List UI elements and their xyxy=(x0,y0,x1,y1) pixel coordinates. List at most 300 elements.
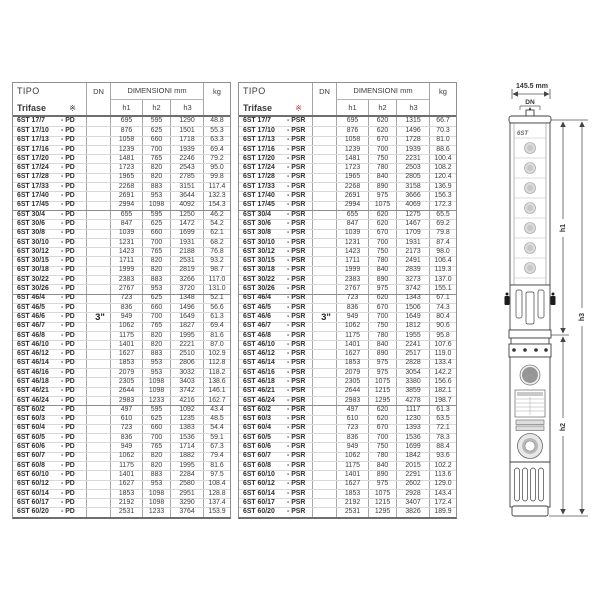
dn-cell xyxy=(87,490,111,498)
h2-value: 670 xyxy=(369,304,397,312)
h3-value: 2246 xyxy=(171,155,204,163)
dn-value: 3" xyxy=(321,312,331,323)
pump-type-cell: 6ST 17/33 - PD xyxy=(13,183,87,191)
h3-value: 2785 xyxy=(171,174,204,182)
h2-value: 890 xyxy=(369,276,397,284)
tipo-label: TIPO xyxy=(17,86,40,96)
h1-value: 1062 xyxy=(111,323,143,331)
table-row xyxy=(13,433,230,442)
kg-value: 93.2 xyxy=(210,257,224,265)
h1-value: 1481 xyxy=(111,155,143,163)
h3-value: 1536 xyxy=(397,434,430,442)
pump-type-cell: 6ST 30/26 - PSR xyxy=(239,285,313,293)
reference-mark-icon: ※ xyxy=(69,104,76,113)
dn-cell xyxy=(313,416,337,424)
h2-value: 1098 xyxy=(143,490,171,498)
h2-value: 750 xyxy=(369,248,397,256)
kg-value: 162.7 xyxy=(208,396,226,404)
table-row xyxy=(239,489,456,498)
pump-type-cell: 6ST 60/2 - PSR xyxy=(239,406,313,414)
table-row xyxy=(13,256,230,265)
dn-cell xyxy=(313,285,337,293)
dn-cell xyxy=(87,164,111,172)
kg-value: 76.8 xyxy=(210,247,224,255)
table-row xyxy=(239,126,456,135)
kg-value: 52.1 xyxy=(210,294,224,302)
dn-cell xyxy=(313,397,337,405)
h3-value: 1699 xyxy=(171,230,204,238)
spec-table-trifase-psr xyxy=(238,82,457,519)
h3-value: 1117 xyxy=(397,406,430,414)
h3-value: 1467 xyxy=(397,220,430,228)
h2-value: 620 xyxy=(369,220,397,228)
pump-type-cell: 6ST 30/10 - PSR xyxy=(239,239,313,247)
kg-value: 81.6 xyxy=(210,331,224,339)
header-type-column xyxy=(239,83,313,115)
dn-cell xyxy=(313,192,337,200)
h1-value: 655 xyxy=(337,211,369,219)
h3-value: 1343 xyxy=(397,295,430,303)
dn-cell xyxy=(313,304,337,312)
h1-value: 1723 xyxy=(111,164,143,172)
h1-value: 2691 xyxy=(337,192,369,200)
kg-value: 100.4 xyxy=(434,154,452,162)
motor-nameplate xyxy=(515,390,545,431)
kg-value: 108.4 xyxy=(208,480,226,488)
table-row xyxy=(239,163,456,172)
table-row xyxy=(239,424,456,433)
table-row xyxy=(13,461,230,470)
h1-value: 1711 xyxy=(337,257,369,265)
dn-cell xyxy=(313,174,337,182)
h1-value: 1062 xyxy=(111,453,143,461)
dn-cell xyxy=(87,304,111,312)
h3-value: 1995 xyxy=(171,332,204,340)
dn-cell xyxy=(87,341,111,349)
h1-value: 2531 xyxy=(111,508,143,516)
h3-value: 3032 xyxy=(171,369,204,377)
h3-value: 2173 xyxy=(397,248,430,256)
h3-value: 1939 xyxy=(397,146,430,154)
table-row xyxy=(239,322,456,331)
h3-value: 2284 xyxy=(171,471,204,479)
width-dimension-label: 145.5 mm xyxy=(516,83,548,90)
kg-value: 72.1 xyxy=(436,424,450,432)
table-row xyxy=(239,498,456,507)
h3-value: 3158 xyxy=(397,183,430,191)
h1-value: 2383 xyxy=(337,276,369,284)
pump-type-cell: 6ST 30/4 - PSR xyxy=(239,211,313,219)
pump-type-cell: 6ST 46/14 - PD xyxy=(13,360,87,368)
h2-value: 975 xyxy=(369,369,397,377)
spec-tables xyxy=(12,82,457,519)
kg-value: 137.4 xyxy=(208,498,226,506)
h3-value: 2806 xyxy=(171,360,204,368)
kg-value: 107.6 xyxy=(434,340,452,348)
h2-value: 1215 xyxy=(369,499,397,507)
table-row xyxy=(13,117,230,126)
h2-value: 620 xyxy=(369,127,397,135)
kg-value: 156.6 xyxy=(434,378,452,385)
h3-value: 2517 xyxy=(397,350,430,358)
kg-value: 155.1 xyxy=(434,285,452,293)
table-row xyxy=(13,182,230,191)
table-row xyxy=(239,136,456,145)
table-row xyxy=(13,173,230,182)
h2-value: 780 xyxy=(369,164,397,172)
kg-value: 93.6 xyxy=(436,452,450,460)
kg-value: 79.4 xyxy=(210,452,224,460)
h1-value: 1627 xyxy=(111,481,143,489)
table-row xyxy=(13,229,230,238)
h2-value: 625 xyxy=(143,220,171,228)
table-row xyxy=(239,210,456,219)
table-row xyxy=(13,498,230,507)
pump-type-cell: 6ST 30/6 - PSR xyxy=(239,220,313,228)
table-row xyxy=(13,442,230,451)
table-row xyxy=(239,182,456,191)
pump-type-cell: 6ST 30/6 - PD xyxy=(13,220,87,228)
h3-value: 3666 xyxy=(397,192,430,200)
pump-type-cell: 6ST 46/7 - PD xyxy=(13,323,87,331)
dn-cell xyxy=(87,295,111,303)
h1-value: 1401 xyxy=(337,471,369,479)
table-row xyxy=(239,145,456,154)
h3-value: 1230 xyxy=(397,416,430,424)
pump-type-cell: 6ST 46/5 - PD xyxy=(13,304,87,312)
h2-value: 750 xyxy=(369,155,397,163)
dn-cell xyxy=(87,285,111,293)
h3-dimension-label: h3 xyxy=(579,312,586,322)
pump-type-cell: 6ST 46/6 - PD xyxy=(13,313,87,321)
dn-cell xyxy=(87,117,111,126)
h2-value: 820 xyxy=(143,267,171,275)
h1-value: 2767 xyxy=(111,285,143,293)
table-row xyxy=(239,154,456,163)
h2-value: 765 xyxy=(143,155,171,163)
table-row xyxy=(239,201,456,210)
pump-model-label: 6ST xyxy=(517,131,529,137)
h2-value: 765 xyxy=(143,248,171,256)
table-row xyxy=(239,480,456,489)
dn-cell xyxy=(87,239,111,247)
tipo-label: TIPO xyxy=(243,86,266,96)
kg-value: 69.4 xyxy=(210,322,224,330)
h2-value: 975 xyxy=(369,481,397,489)
h3-value: 3403 xyxy=(171,378,204,386)
h2-value: 890 xyxy=(369,471,397,479)
h1-value: 1711 xyxy=(111,257,143,265)
pump-type-cell: 6ST 60/5 - PD xyxy=(13,434,87,442)
h3-value: 2819 xyxy=(171,267,204,275)
dn-cell xyxy=(313,425,337,433)
pump-type-cell: 6ST 17/13 - PSR xyxy=(239,137,313,145)
h1-value: 1062 xyxy=(337,453,369,461)
motor-boss xyxy=(518,434,543,459)
h1-value: 1401 xyxy=(111,341,143,349)
spec-table-trifase-pd xyxy=(12,82,231,519)
pump-type-cell: 6ST 60/12 - PSR xyxy=(239,481,313,489)
dn-cell xyxy=(87,323,111,331)
pump-type-cell: 6ST 30/8 - PSR xyxy=(239,230,313,238)
h3-value: 2580 xyxy=(171,481,204,489)
pump-type-cell: 6ST 46/24 - PD xyxy=(13,397,87,405)
pump-type-cell: 6ST 60/20 - PSR xyxy=(239,508,313,516)
h2-value: 953 xyxy=(143,192,171,200)
h2-value: 1295 xyxy=(369,508,397,516)
pump-type-cell: 6ST 17/20 - PSR xyxy=(239,155,313,163)
table-row xyxy=(239,461,456,470)
pump-type-cell: 6ST 60/20 - PD xyxy=(13,508,87,516)
h3-value: 1649 xyxy=(397,313,430,321)
h3-value: 1092 xyxy=(171,406,204,414)
dn-cell xyxy=(87,155,111,163)
table-row xyxy=(13,312,230,321)
h2-value: 595 xyxy=(143,406,171,414)
h3-value: 2928 xyxy=(397,490,430,498)
h3-value: 1718 xyxy=(171,137,204,145)
table-row xyxy=(239,191,456,200)
dn-cell xyxy=(87,369,111,377)
h3-value: 3407 xyxy=(397,499,430,507)
table-body xyxy=(13,117,230,517)
kg-value: 70.3 xyxy=(436,126,450,134)
kg-value: 43.4 xyxy=(210,405,224,413)
h2-value: 1215 xyxy=(369,388,397,396)
table-row xyxy=(239,275,456,284)
table-row xyxy=(239,349,456,358)
dn-cell xyxy=(87,425,111,433)
h2-value: 975 xyxy=(369,285,397,293)
h1-value: 2079 xyxy=(111,369,143,377)
kg-value: 113.6 xyxy=(434,470,452,478)
table-row xyxy=(239,294,456,303)
dn-cell xyxy=(87,416,111,424)
kg-value: 97.5 xyxy=(210,470,224,478)
pump-type-cell: 6ST 30/15 - PD xyxy=(13,257,87,265)
kg-value: 69.2 xyxy=(436,219,450,227)
pump-type-cell: 6ST 30/10 - PD xyxy=(13,239,87,247)
kg-column-header: kg xyxy=(213,87,221,96)
h1-value: 1058 xyxy=(337,137,369,145)
dn-cell xyxy=(313,137,337,145)
h3-value: 3742 xyxy=(397,285,430,293)
table-row xyxy=(13,322,230,331)
kg-value: 138.6 xyxy=(208,378,226,385)
pump-type-cell: 6ST 17/33 - PSR xyxy=(239,183,313,191)
table-row xyxy=(239,377,456,386)
h2-value: 620 xyxy=(369,406,397,414)
h1-value: 1853 xyxy=(337,360,369,368)
dn-cell xyxy=(87,406,111,414)
dn-cell xyxy=(313,499,337,507)
table-row xyxy=(239,173,456,182)
kg-value: 56.6 xyxy=(210,303,224,311)
pump-type-cell: 6ST 60/2 - PD xyxy=(13,406,87,414)
h3-value: 2221 xyxy=(171,341,204,349)
h3-value: 3380 xyxy=(397,378,430,386)
dimensioni-label: DIMENSIONI mm xyxy=(337,83,429,100)
kg-value: 79.8 xyxy=(436,229,450,237)
dn-cell xyxy=(87,481,111,489)
pump-type-cell: 6ST 46/4 - PD xyxy=(13,295,87,303)
h1-value: 1401 xyxy=(337,341,369,349)
dn-cell xyxy=(87,453,111,461)
h1-value: 876 xyxy=(111,127,143,135)
kg-value: 128.8 xyxy=(208,489,226,497)
h1-value: 497 xyxy=(337,406,369,414)
dn-cell xyxy=(87,350,111,358)
h1-value: 847 xyxy=(337,220,369,228)
pump-type-cell: 6ST 46/21 - PD xyxy=(13,388,87,396)
pump-type-cell: 6ST 46/8 - PSR xyxy=(239,332,313,340)
pump-drawing-area xyxy=(501,80,597,527)
kg-value: 108.2 xyxy=(434,164,452,172)
dn-cell xyxy=(313,453,337,461)
h3-value: 3273 xyxy=(397,276,430,284)
h2-value: 660 xyxy=(143,137,171,145)
h2-value: 820 xyxy=(143,174,171,182)
table-row xyxy=(239,256,456,265)
h2-value: 820 xyxy=(143,164,171,172)
dn-cell xyxy=(313,369,337,377)
kg-value: 67.1 xyxy=(436,294,450,302)
h3-value: 2241 xyxy=(397,341,430,349)
h1-value: 1999 xyxy=(111,267,143,275)
h1-value: 723 xyxy=(337,295,369,303)
dn-cell xyxy=(313,332,337,340)
h1-value: 1853 xyxy=(111,360,143,368)
table-row xyxy=(13,331,230,340)
table-row xyxy=(13,126,230,135)
h3-value: 1931 xyxy=(397,239,430,247)
pump-type-cell: 6ST 60/14 - PSR xyxy=(239,490,313,498)
kg-value: 98.0 xyxy=(436,247,450,255)
h3-value: 1699 xyxy=(397,443,430,451)
h1-value: 1853 xyxy=(111,490,143,498)
h2-value: 1233 xyxy=(143,508,171,516)
h2-value: 1098 xyxy=(143,202,171,210)
kg-value: 54.4 xyxy=(210,424,224,432)
dn-cell xyxy=(87,127,111,135)
table-row xyxy=(13,247,230,256)
h2-value: 595 xyxy=(143,117,171,126)
h2-value: 670 xyxy=(369,425,397,433)
reference-mark-icon: ※ xyxy=(295,104,302,113)
dn-column-header: DN xyxy=(313,83,337,115)
h1-value: 949 xyxy=(111,313,143,321)
h3-value: 3266 xyxy=(171,276,204,284)
pump-type-cell: 6ST 17/24 - PD xyxy=(13,164,87,172)
kg-value: 48.8 xyxy=(210,117,224,125)
kg-value: 88.4 xyxy=(436,443,450,451)
pump-type-cell: 6ST 17/10 - PSR xyxy=(239,127,313,135)
h3-value: 4092 xyxy=(171,202,204,210)
h2-value: 820 xyxy=(143,257,171,265)
trifase-label: Trifase xyxy=(243,103,273,113)
table-row xyxy=(13,377,230,386)
table-header xyxy=(239,83,456,117)
table-row xyxy=(13,284,230,293)
table-row xyxy=(13,405,230,414)
table-row xyxy=(13,163,230,172)
header-type-column xyxy=(13,83,87,115)
kg-value: 189.9 xyxy=(434,508,452,516)
pump-type-cell: 6ST 17/40 - PD xyxy=(13,192,87,200)
dn-cell xyxy=(313,220,337,228)
bottom-cap xyxy=(512,506,548,516)
h3-value: 3290 xyxy=(171,499,204,507)
dn-cell xyxy=(87,192,111,200)
dn-cell xyxy=(87,388,111,396)
table-row xyxy=(239,117,456,126)
h3-value: 1275 xyxy=(397,211,430,219)
pump-type-cell: 6ST 46/10 - PD xyxy=(13,341,87,349)
table-row xyxy=(13,275,230,284)
dn-cell xyxy=(87,248,111,256)
pump-type-cell: 6ST 30/8 - PD xyxy=(13,230,87,238)
h1-value: 1039 xyxy=(337,230,369,238)
pump-type-cell: 6ST 60/3 - PSR xyxy=(239,416,313,424)
table-row xyxy=(13,387,230,396)
dn-cell xyxy=(313,211,337,219)
kg-value: 63.5 xyxy=(436,415,450,423)
table-row xyxy=(239,405,456,414)
h2-value: 595 xyxy=(143,211,171,219)
h2-value: 625 xyxy=(143,295,171,303)
table-row xyxy=(239,238,456,247)
h1-value: 1401 xyxy=(111,471,143,479)
h1-value: 836 xyxy=(337,304,369,312)
kg-value: 156.3 xyxy=(434,192,452,200)
h3-value: 2951 xyxy=(171,490,204,498)
dn-cell xyxy=(313,490,337,498)
h2-value: 890 xyxy=(369,350,397,358)
table-row xyxy=(239,312,456,321)
pump-type-cell: 6ST 46/4 - PSR xyxy=(239,295,313,303)
dn-cell xyxy=(313,248,337,256)
kg-value: 137.0 xyxy=(434,275,452,283)
dimensioni-column-group xyxy=(111,83,204,115)
pump-type-cell: 6ST 46/5 - PSR xyxy=(239,304,313,312)
pump-technical-drawing xyxy=(501,80,597,522)
table-row xyxy=(13,424,230,433)
h3-value: 1496 xyxy=(397,127,430,135)
h3-value: 1315 xyxy=(397,117,430,126)
kg-value: 172.4 xyxy=(434,498,452,506)
h2-value: 820 xyxy=(143,341,171,349)
h1-value: 2644 xyxy=(111,388,143,396)
pump-type-cell: 6ST 30/22 - PSR xyxy=(239,276,313,284)
dn-cell xyxy=(87,230,111,238)
kg-value: 79.2 xyxy=(210,154,224,162)
h3-value: 2491 xyxy=(397,257,430,265)
h2-value: 660 xyxy=(143,425,171,433)
h3-value: 1536 xyxy=(171,434,204,442)
table-header xyxy=(13,83,230,117)
dn-cell xyxy=(87,443,111,451)
h3-value: 1501 xyxy=(171,127,204,135)
kg-value: 62.1 xyxy=(210,229,224,237)
table-row xyxy=(13,145,230,154)
kg-value: 106.4 xyxy=(434,257,452,265)
h3-value: 1714 xyxy=(171,443,204,451)
table-row xyxy=(13,303,230,312)
h3-value: 1842 xyxy=(397,453,430,461)
h2-value: 700 xyxy=(369,239,397,247)
h2-value: 1233 xyxy=(143,397,171,405)
h-labels-row xyxy=(111,100,203,115)
